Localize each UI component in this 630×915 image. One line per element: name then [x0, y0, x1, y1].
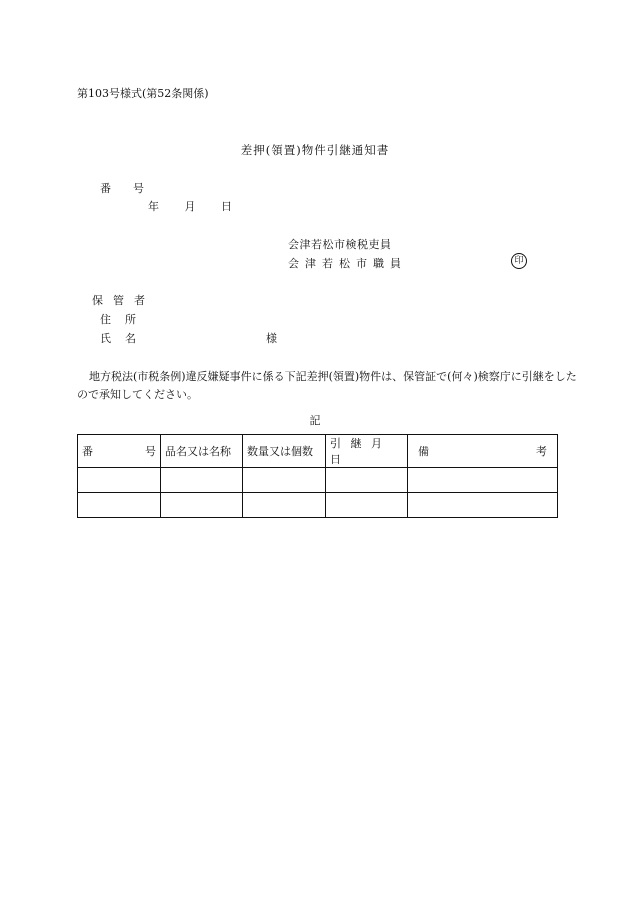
table-cell	[408, 468, 558, 493]
officer-line-2: 会津若松市職員	[288, 257, 407, 270]
table-row	[78, 493, 558, 518]
honorific: 様	[266, 332, 277, 345]
header-number-a: 番	[82, 445, 93, 458]
header-item: 品名又は名称	[161, 435, 243, 468]
table-cell	[243, 493, 326, 518]
number-label-a: 番	[100, 182, 111, 195]
header-remarks-a: 備	[418, 445, 429, 458]
date-year: 年	[148, 200, 159, 213]
address-label: 住所	[100, 313, 150, 326]
table-cell	[161, 468, 243, 493]
table-cell	[78, 468, 161, 493]
ki-heading: 記	[309, 414, 321, 427]
number-label-b: 号	[133, 182, 144, 195]
form-number: 第103号様式(第52条関係)	[77, 87, 209, 100]
header-number	[78, 435, 161, 468]
date-month: 月	[184, 200, 196, 213]
date-day: 日	[221, 200, 232, 213]
body-text	[77, 368, 577, 404]
table-cell	[161, 493, 243, 518]
header-transfer-date: 引 継 月 日	[326, 435, 408, 468]
table-cell	[326, 468, 408, 493]
table-cell	[326, 493, 408, 518]
custodian-label: 保管者	[92, 294, 155, 307]
body-text-content: 地方税法(市税条例)違反嫌疑事件に係る下記差押(領置)物件は、保管証で(何々)検察庁に引継をしたので承知してください。	[77, 370, 577, 401]
table-header-row	[78, 435, 558, 468]
header-remarks	[408, 435, 558, 468]
header-quantity: 数量又は個数	[243, 435, 326, 468]
seal-mark: 印	[511, 253, 527, 269]
table-cell	[243, 468, 326, 493]
officer-line-1: 会津若松市検税吏員	[288, 238, 392, 251]
table-row	[78, 468, 558, 493]
number-line	[100, 180, 144, 196]
header-number-b: 号	[145, 445, 156, 458]
document-title: 差押(領置)物件引継通知書	[240, 143, 390, 157]
table-cell	[408, 493, 558, 518]
items-table	[77, 434, 558, 518]
table-cell	[78, 493, 161, 518]
date-line	[148, 198, 254, 214]
name-label: 氏名	[100, 332, 150, 345]
header-remarks-b: 考	[536, 445, 547, 458]
